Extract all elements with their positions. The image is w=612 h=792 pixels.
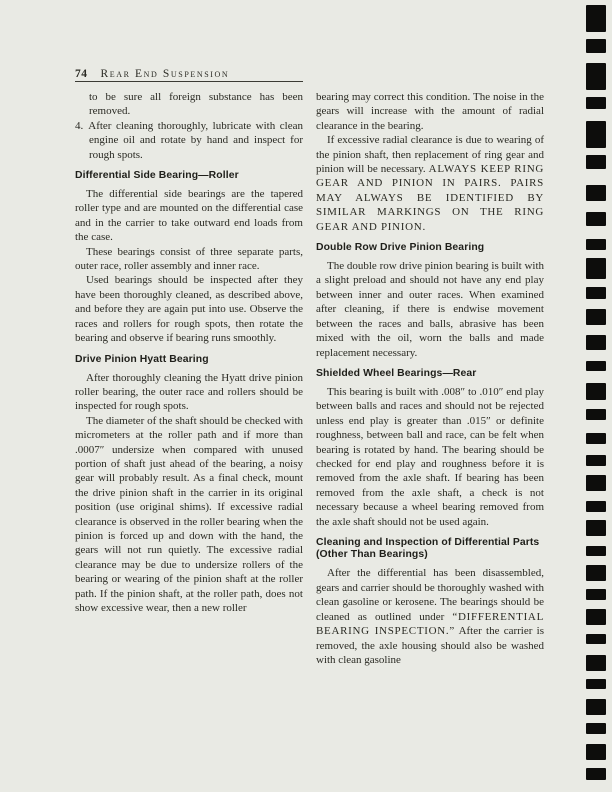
list-item-text: After cleaning thoroughly, lubricate with clean engine oil and rotate by hand and inspect for rough spots. (88, 119, 303, 161)
edge-mark (586, 239, 606, 250)
header-rule (75, 81, 303, 82)
paragraph (316, 133, 544, 234)
left-column (75, 90, 303, 667)
edge-mark (586, 723, 606, 734)
paragraph (316, 566, 544, 667)
edge-mark (586, 520, 606, 536)
body-columns (75, 90, 544, 667)
edge-mark (586, 309, 606, 325)
edge-mark (586, 409, 606, 420)
edge-mark (586, 383, 606, 400)
paragraph: The double row drive pinion bearing is built with a slight preload and should not have any end play between inner and outer races. When examined after cleaning, if there is endwise movement between the races and balls, abrasive has been mixed with the oil, worn the balls and made replacement necessary. (316, 260, 544, 359)
paragraph: These bearings consist of three separate parts, outer race, roller assembly and inner race. (75, 245, 303, 273)
edge-mark (586, 699, 606, 715)
paragraph-text: If excessive radial clearance is due to wearing of the pinion shaft, then replacement of ring gear and pinion will be necessary. (316, 134, 544, 176)
heading-shielded-wheel-bearings-rear: Shielded Wheel Bearings—Rear (316, 367, 477, 379)
edge-mark (586, 39, 606, 53)
right-column (316, 90, 544, 667)
paragraph: bearing may correct this condition. The noise in the gears will increase with the amount of radial clearance in the bearing. (316, 91, 544, 132)
page-number: 74 (75, 68, 88, 80)
paragraph: Used bearings should be inspected after they have been thoroughly cleaned, as described above, and before they are again put into use. Observe the races and rollers for rough spots, then rotate the bearing and observe if bearing runs smoothly. (75, 274, 303, 345)
list-item-continuation: to be sure all foreign substance has been removed. (89, 91, 303, 118)
edge-mark (586, 546, 606, 556)
edge-mark (586, 609, 606, 625)
paragraph-text: After the carrier is removed, the axle housing should also be washed with clean gasoline (316, 625, 544, 666)
edge-mark (586, 63, 606, 90)
paragraph: The differential side bearings are the tapered roller type and are mounted on the differential case and in the carrier to take outward end loads from the case. (75, 188, 303, 244)
edge-mark (586, 455, 606, 466)
edge-mark (586, 185, 606, 201)
heading-drive-pinion-hyatt-bearing: Drive Pinion Hyatt Bearing (75, 353, 209, 365)
heading-double-row-drive-pinion-bearing: Double Row Drive Pinion Bearing (316, 242, 485, 254)
edge-mark (586, 287, 606, 299)
edge-mark (586, 744, 606, 760)
edge-mark (586, 212, 606, 226)
paragraph: After thoroughly cleaning the Hyatt drive pinion roller bearing, the outer race and rollers should be inspected for rough spots. (75, 371, 303, 413)
edge-mark (586, 5, 606, 32)
running-title: Rear End Suspension (100, 68, 230, 80)
edge-mark (586, 501, 606, 512)
edge-mark (586, 258, 606, 279)
edge-mark (586, 433, 606, 444)
edge-mark (586, 565, 606, 581)
edge-mark (586, 97, 606, 109)
edge-mark (586, 589, 606, 600)
edge-mark (586, 361, 606, 371)
edge-mark (586, 121, 606, 148)
edge-mark (586, 768, 606, 780)
paragraph: This bearing is built with .008″ to .010″ end play between balls and races and should not be rejected unless end play is greater than .015″ or definite roughness, between ball and race, can be felt when bearing is rotated by hand. The bearing should be checked for end play and roughness before it is removed from the axle shaft. If bearing has been removed from the axle shaft, a check is not necessary because a wheel bearing removed from the axle shaft should not be used again. (316, 385, 544, 528)
edge-mark (586, 655, 606, 671)
edge-mark (586, 679, 606, 689)
paragraph-caps-text: ALWAYS KEEP RING GEAR AND PINION IN PAIRS. PAIRS MAY ALWAYS BE IDENTIFIED BY SIMILAR MARKINGS ON THE RING GEAR AND PINION. (316, 163, 544, 233)
running-header (75, 64, 303, 82)
edge-mark (586, 155, 606, 169)
paragraph: The diameter of the shaft should be checked with micrometers at the roller path and if more than .0007″ undersize when compared with unused portion of shaft just ahead of the bearing, a noisy gear will probably result. As a final check, mount the drive pinion shaft in the carrier in its original position (use original shims). If excessive radial clearance is observed in the roller bearing when the pinion is forced up and down with the hand, the gears will not run quietly. The excessive radial clearance may be due to undersize rollers of the bearing or wearing of the pinion shaft at the roller path. If the pinion shaft, at the roller path, does not show excessive wear, then a new roller (75, 414, 303, 614)
edge-mark (586, 335, 606, 350)
list-item-4 (75, 119, 303, 162)
edge-mark (586, 634, 606, 644)
edge-mark (586, 475, 606, 491)
paragraph-text: After the differential has been disassembled, gears and carrier should be thoroughly washed with clean gasoline or kerosene. The bearings should be cleaned as outlined under (316, 567, 544, 623)
paragraph-caps-text: “DIFFERENTIAL BEARING INSPECTION.” (316, 610, 544, 638)
heading-differential-side-bearing: Differential Side Bearing—Roller (75, 170, 239, 182)
list-item-marker: 4. (75, 119, 84, 132)
heading-cleaning-and-inspection: Cleaning and Inspection of Differential Parts (Other Than Bearings) (316, 536, 540, 561)
